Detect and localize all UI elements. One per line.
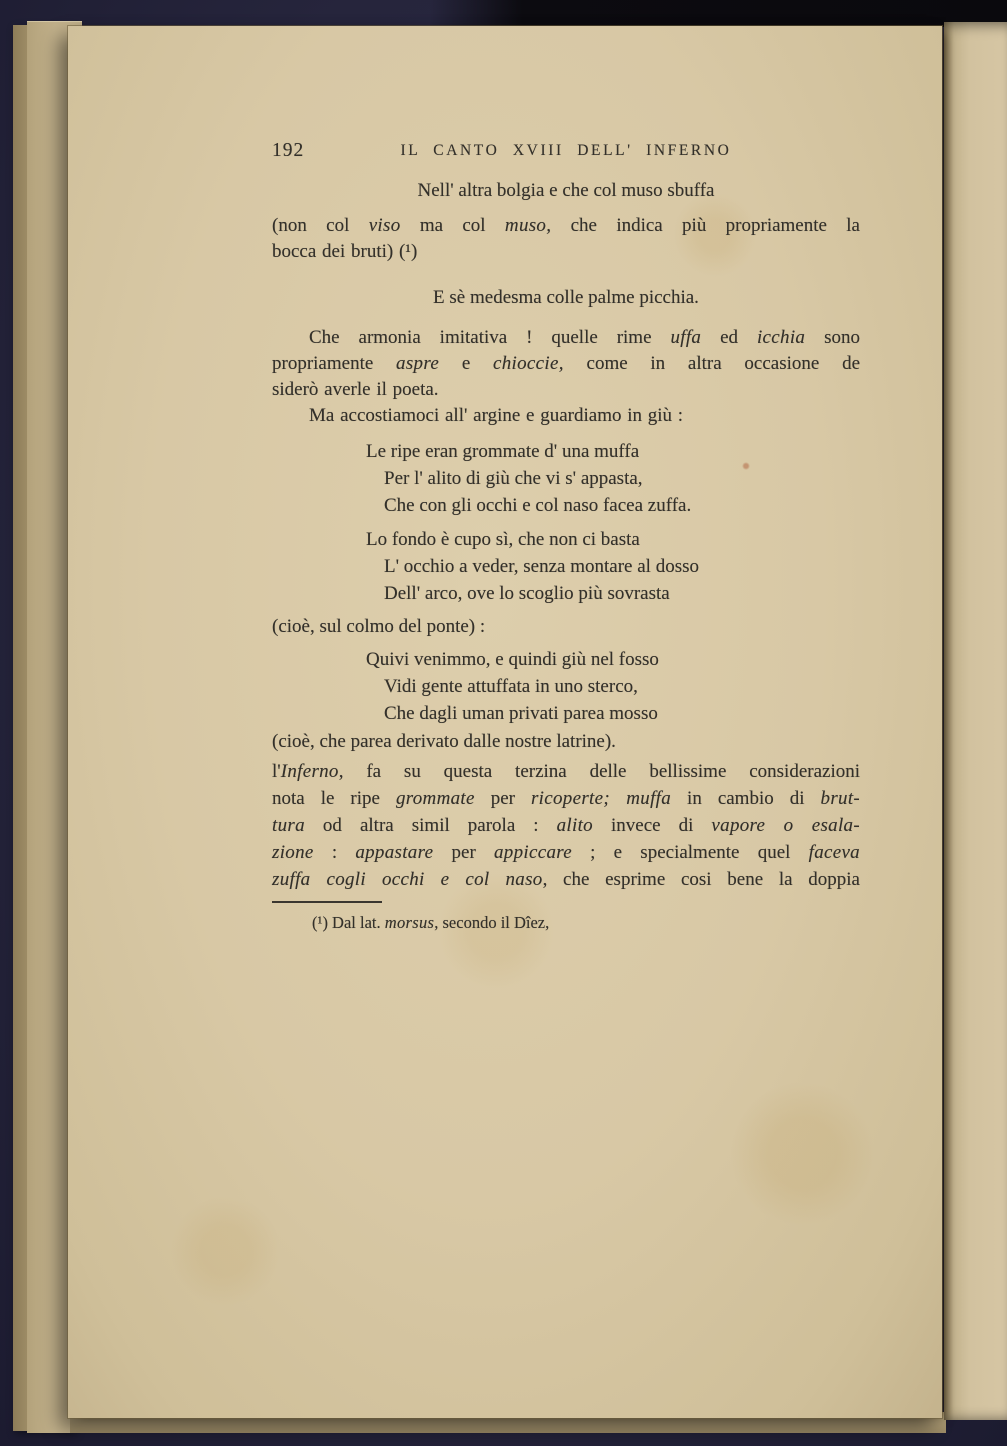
text-run: Che dagli uman privati parea mosso xyxy=(384,703,658,724)
paragraph-ma-accostiamoci: Ma accostiamoci all' argine e guardiamo in giù : xyxy=(309,405,684,426)
text-run: (non col xyxy=(272,215,369,236)
italic-run: aspre xyxy=(396,353,440,374)
tercet-1 xyxy=(272,438,860,519)
italic-run: faceva xyxy=(808,842,860,863)
text-line xyxy=(272,377,860,403)
verse-line xyxy=(384,673,860,700)
verse-line xyxy=(384,580,860,607)
book-cover-cloth xyxy=(430,0,1007,27)
text-run: Quivi venimmo, e quindi giù nel fosso xyxy=(366,649,659,670)
italic-run: chioccie, xyxy=(493,353,564,374)
italic-run: brut- xyxy=(820,788,861,809)
text-run: ed xyxy=(701,327,757,348)
paragraph-armonia xyxy=(272,325,860,403)
text-run: Lo fondo è cupo sì, che non ci basta xyxy=(366,529,640,550)
text-line xyxy=(272,239,860,265)
text-run: ; e specialmente quel xyxy=(571,842,809,863)
text-run: l' xyxy=(272,761,281,782)
text-run: L' occhio a veder, senza montare al dosso xyxy=(384,556,699,577)
verse-line xyxy=(384,465,860,492)
text-run: e xyxy=(439,353,494,374)
text-line xyxy=(272,866,860,893)
italic-run: tura xyxy=(272,815,305,836)
paragraph-cioe-ponte: (cioè, sul colmo del ponte) : xyxy=(272,616,486,637)
text-line xyxy=(272,812,860,839)
paragraph-intro xyxy=(272,213,860,265)
running-title: IL CANTO XVIII DELL' INFERNO xyxy=(400,142,732,159)
text-run: Che con gli occhi e col naso facea zuffa. xyxy=(384,495,692,516)
text-run: : xyxy=(313,842,356,863)
verse-line xyxy=(366,526,860,553)
text-run: (¹) Dal lat. xyxy=(312,913,385,932)
footnote xyxy=(312,912,860,934)
italic-run: uffa xyxy=(670,327,702,348)
verse-quote-2: E sè medesma colle palme picchia. xyxy=(433,287,699,308)
italic-run: alito xyxy=(556,815,593,836)
text-run: siderò averle il poeta. xyxy=(272,379,439,400)
text-column xyxy=(272,138,860,934)
page-number: 192 xyxy=(272,140,305,161)
text-run: bocca dei bruti) (¹) xyxy=(272,241,418,262)
text-run: in cambio di xyxy=(671,788,821,809)
text-line xyxy=(272,213,860,239)
paragraph-cioe-latrine: (cioè, che parea derivato dalle nostre latrine). xyxy=(272,731,616,752)
text-line xyxy=(272,839,860,866)
verse-line xyxy=(384,492,860,519)
text-run: Vidi gente attuffata in uno sterco, xyxy=(384,676,638,697)
text-run: , secondo il Dîez, xyxy=(434,913,550,932)
verse-line xyxy=(366,438,860,465)
text-run: come in altra occasione de xyxy=(563,353,861,374)
text-run: Che armonia imitativa ! quelle rime xyxy=(309,327,671,348)
italic-run: zuffa cogli occhi e col naso xyxy=(272,869,543,890)
verse-quote-1: Nell' altra bolgia e che col muso sbuffa xyxy=(417,180,715,201)
text-run: ma col xyxy=(400,215,505,236)
paragraph-gelli xyxy=(272,758,860,893)
footnote-rule xyxy=(272,901,382,903)
text-line xyxy=(272,351,860,377)
italic-run: vapore o esala- xyxy=(711,815,860,836)
text-run: nota le ripe xyxy=(272,788,396,809)
next-page-edge xyxy=(944,22,1007,1420)
text-run: sono xyxy=(805,327,861,348)
italic-run: grommate xyxy=(395,788,475,809)
text-run: od altra simil parola : xyxy=(304,815,557,836)
italic-run: appiccare xyxy=(494,842,572,863)
text-run: invece di xyxy=(592,815,712,836)
italic-run: ricoperte; muffa xyxy=(530,788,672,809)
italic-run: icchia xyxy=(756,327,806,348)
text-run: per xyxy=(474,788,531,809)
text-run: Le ripe eran grommate d' una muffa xyxy=(366,441,640,462)
text-run: propriamente xyxy=(272,353,397,374)
running-head xyxy=(272,138,860,162)
text-run: Dell' arco, ove lo scoglio più sovrasta xyxy=(384,583,670,604)
text-run: , che esprime cosi bene la doppia xyxy=(542,869,860,890)
text-run: per xyxy=(433,842,494,863)
italic-run: muso, xyxy=(504,215,552,236)
tercet-2 xyxy=(272,526,860,607)
italic-run: appastare xyxy=(355,842,434,863)
text-line xyxy=(272,785,860,812)
italic-run: morsus xyxy=(384,913,435,932)
verse-line xyxy=(384,700,860,727)
text-run: che indica più propriamente la xyxy=(551,215,860,236)
text-line xyxy=(272,758,860,785)
book-page xyxy=(68,26,942,1418)
verse-line xyxy=(366,646,860,673)
text-run: Per l' alito di giù che vi s' appasta, xyxy=(384,468,643,489)
italic-run: Inferno xyxy=(280,761,339,782)
tercet-3 xyxy=(272,646,860,727)
italic-run: zione xyxy=(272,842,314,863)
text-line xyxy=(272,325,860,351)
italic-run: viso xyxy=(368,215,401,236)
text-run: , fa su questa terzina delle bellissime considerazioni xyxy=(338,761,860,782)
verse-line xyxy=(384,553,860,580)
